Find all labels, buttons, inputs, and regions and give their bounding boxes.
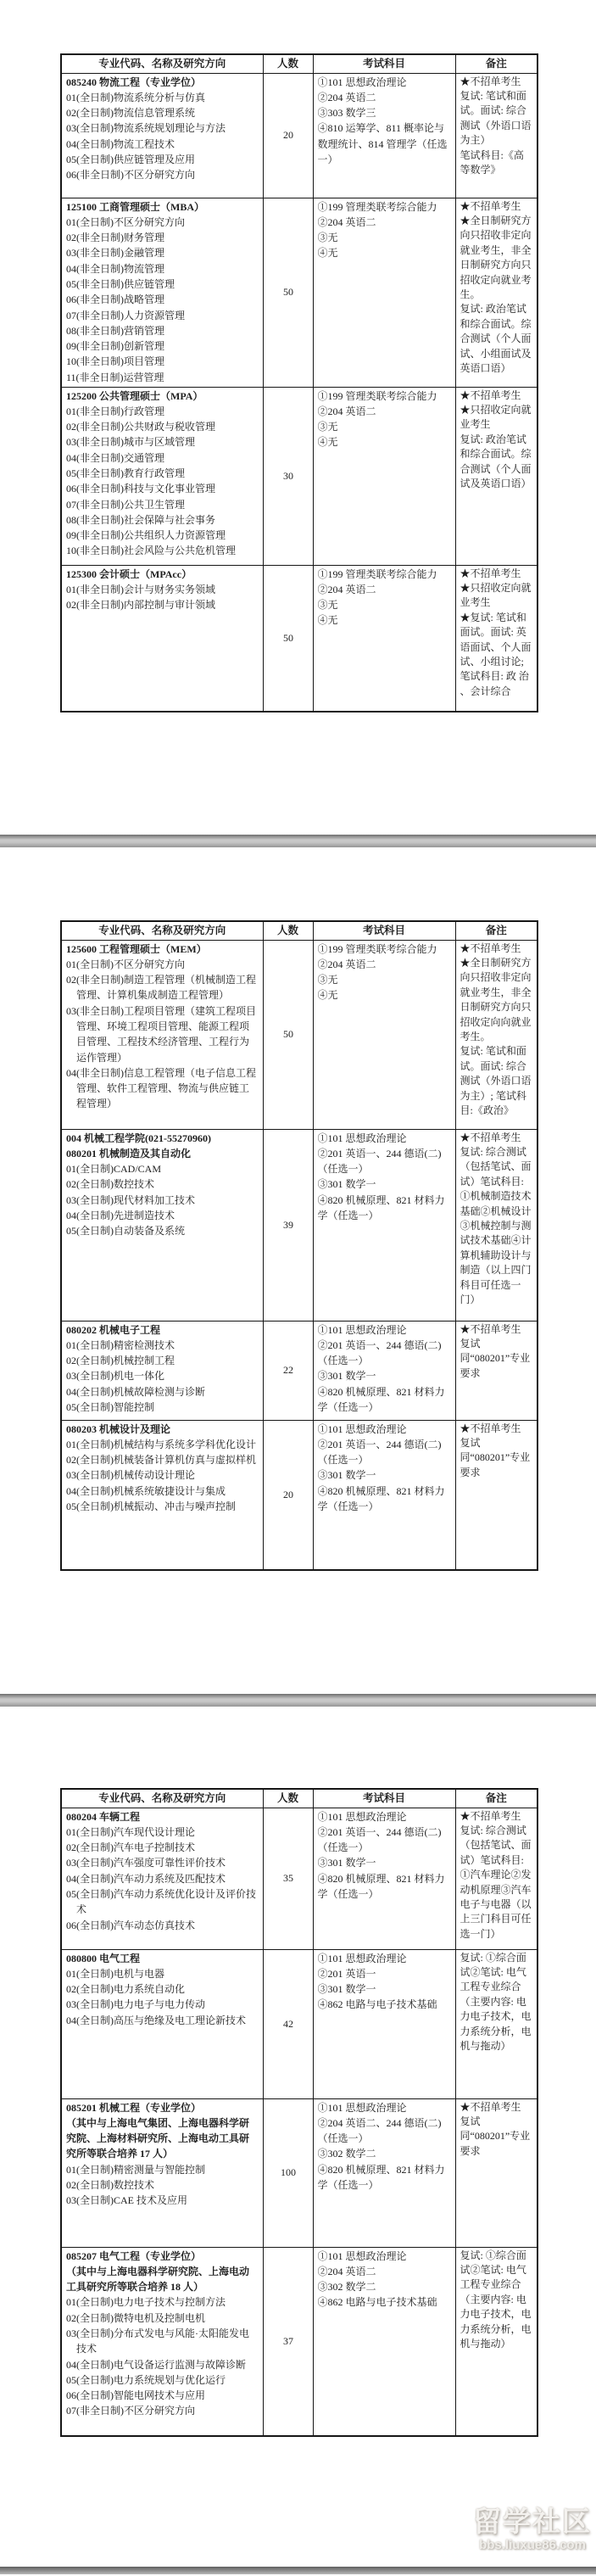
exam-subject-line: ④820 机械原理、821 材料力学（任选一） — [317, 1193, 445, 1221]
column-header: 人数 — [263, 921, 313, 940]
exam-subjects-cell — [313, 387, 455, 565]
watermark-url: bbs.liuxue86.com — [479, 2538, 586, 2552]
program-code-line: 125200 公共管理硕士（MPA） — [66, 389, 203, 402]
exam-subject-line: ①199 管理类联考综合能力 — [317, 200, 437, 213]
exam-subject-line: ③301 数学一 — [317, 1469, 376, 1482]
program-code-line: 080201 机械制造及其自动化 — [66, 1147, 192, 1159]
separator-bar-1 — [0, 835, 596, 847]
exam-subject-line: ③无 — [317, 421, 338, 433]
remarks-cell — [455, 387, 538, 565]
program-code-line: 085240 物流工程（专业学位） — [66, 75, 202, 88]
exam-subject-line: ③301 数学一 — [317, 1178, 376, 1191]
program-code-line: 080202 机械电子工程 — [66, 1323, 161, 1336]
table-row — [61, 1129, 538, 1321]
remarks-cell — [455, 2247, 538, 2436]
exam-subject-line: ①199 管理类联考综合能力 — [317, 389, 437, 402]
exam-subject-line: ④862 电路与电子技术基础 — [317, 1998, 437, 2011]
enrollment-count-cell: 37 — [263, 2247, 313, 2436]
remark-line: ★不招单考生 — [460, 2100, 521, 2113]
table-row — [61, 2098, 538, 2247]
research-direction-line: 03(全日制)机械传动设计理论 — [66, 1469, 195, 1482]
program-cell — [61, 198, 263, 387]
research-direction-line: 05(非全日制)教育行政管理 — [66, 467, 185, 479]
research-direction-line: 01(全日制)CAD/CAM — [66, 1163, 162, 1176]
column-header: 备注 — [455, 1789, 538, 1808]
remark-line: ★不招单考生 — [460, 1322, 521, 1335]
research-direction-line: 10(非全日制)项目管理 — [66, 355, 164, 368]
program-cell — [61, 387, 263, 565]
watermark-title: 留学社区 — [473, 2506, 592, 2537]
research-direction-line: 02(非全日制)财务管理 — [66, 232, 164, 244]
research-direction-line: 08(非全日制)社会保障与社会事务 — [66, 513, 215, 526]
exam-subjects-cell — [313, 73, 455, 198]
research-direction-line: 03(全日制)电力电子与电力传动 — [66, 1998, 205, 2011]
enrollment-count-cell: 30 — [263, 387, 313, 565]
remarks-cell — [455, 73, 538, 198]
program-cell — [61, 1420, 263, 1570]
remarks-cell — [455, 940, 538, 1129]
exam-subject-line: ①199 管理类联考综合能力 — [317, 567, 437, 580]
research-direction-line: 01(非全日制)会计与财务实务领域 — [66, 583, 215, 595]
exam-subject-line: ③无 — [317, 599, 338, 612]
enrollment-count-cell: 50 — [263, 198, 313, 387]
research-direction-line: 02(非全日制)内部控制与审计领域 — [66, 599, 215, 612]
remark-line: ★只招收定向就业考生 — [460, 581, 532, 609]
remark-line: ★复试: 笔试和面试。面试: 英语面试、个人面试、小组讨论; 笔试科目: 政 治 、会计综合 — [460, 611, 532, 697]
remarks-cell — [455, 1321, 538, 1420]
remark-line: 复试同“080201”专业要求 — [460, 1436, 531, 1478]
exam-subject-line: ④无 — [317, 989, 338, 1002]
research-direction-line: 03(全日制)分布式发电与风能·太阳能发电技术 — [66, 2327, 249, 2355]
research-direction-line: 04(全日制)汽车动力系统及匹配技术 — [66, 1872, 226, 1885]
research-direction-line: 05(全日制)智能控制 — [66, 1400, 154, 1413]
exam-subject-line: ④无 — [317, 436, 338, 449]
exam-subject-line: ②201 英语一、244 德语(二)（任选一） — [317, 1147, 442, 1176]
exam-subject-line: ①199 管理类联考综合能力 — [317, 942, 437, 955]
enrollment-count-cell: 100 — [263, 2098, 313, 2247]
program-code-line: 085201 机械工程（专业学位） — [66, 2101, 202, 2114]
research-direction-line: 09(非全日制)公共组织人力资源管理 — [66, 529, 226, 542]
program-code-line: 080203 机械设计及理论 — [66, 1422, 171, 1435]
research-direction-line: 07(非全日制)公共卫生管理 — [66, 498, 185, 511]
research-direction-line: 01(全日制)电力电子技术与控制方法 — [66, 2296, 226, 2309]
remarks-cell — [455, 1949, 538, 2098]
exam-subject-line: ①101 思想政治理论 — [317, 2249, 407, 2262]
research-direction-line: 01(全日制)机械结构与系统多学科优化设计 — [66, 1438, 256, 1450]
remark-line: 复试: 综合测试（包括笔试、面试）笔试科目: ①机械制造技术基础②机械设计③机械控制与测试技术基础④计算机辅助设计与制造（以上四门科目可任选一门） — [460, 1145, 532, 1305]
research-direction-line: 04(全日制)机械故障检测与诊断 — [66, 1385, 205, 1398]
column-header: 专业代码、名称及研究方向 — [61, 54, 263, 73]
remark-line: 复试: 综合测试（包括笔试、面试）笔试科目: ①汽车理论②发动机原理③汽车电子与电器（以上三门科目可任选一门） — [460, 1824, 532, 1940]
exam-subject-line: ①101 思想政治理论 — [317, 1810, 407, 1823]
research-direction-line: 02(非全日制)公共财政与税收管理 — [66, 421, 215, 433]
exam-subject-line: ④810 运筹学、811 概率论与数理统计、814 管理学（任选一） — [317, 122, 448, 165]
column-header: 专业代码、名称及研究方向 — [61, 1789, 263, 1808]
remark-line: 复试同“080201”专业要求 — [460, 1337, 531, 1379]
research-direction-line: 03(全日制)汽车强度可靠性评价技术 — [66, 1857, 226, 1869]
remark-line: 复试: ①综合面试②笔试: 电气工程专业综合（主要内容: 电力电子技术，电力系统分析，电机与拖动） — [460, 2249, 532, 2350]
remark-line: ★只招收定向就业考生 — [460, 403, 532, 431]
remarks-cell — [455, 1420, 538, 1570]
research-direction-line: 03(非全日制)工程项目管理（建筑工程项目管理、环境工程项目管理、能源工程项目管理、工程技术经济管理、工程行为运作管理） — [66, 1004, 256, 1064]
exam-subject-line: ②204 英语二 — [317, 2265, 376, 2277]
table-row — [61, 198, 538, 387]
program-code-line: （其中与上海电气集团、上海电器科学研究院、上海材料研究所、上海电动工具研究所等联合培养 17 人） — [66, 2116, 250, 2160]
research-direction-line: 01(全日制)精密检测技术 — [66, 1338, 175, 1351]
exam-subject-line: ④无 — [317, 247, 338, 260]
admissions-table-2 — [60, 920, 538, 1571]
research-direction-line: 06(非全日制)战略管理 — [66, 293, 164, 306]
remark-line: ★不招单考生 — [460, 1131, 521, 1143]
research-direction-line: 02(全日制)机械装备计算机仿真与虚拟样机 — [66, 1454, 256, 1467]
research-direction-line: 04(非全日制)交通管理 — [66, 451, 164, 464]
column-header: 备注 — [455, 921, 538, 940]
remark-line: 复试: 笔试和面试。面试: 综合测试（外语口语为主） — [460, 89, 532, 147]
remark-line: ★不招单考生 — [460, 942, 521, 954]
research-direction-line: 04(全日制)先进制造技术 — [66, 1209, 175, 1221]
program-cell — [61, 2247, 263, 2436]
research-direction-line: 02(全日制)机械控制工程 — [66, 1355, 175, 1367]
exam-subject-line: ③无 — [317, 232, 338, 244]
exam-subject-line: ③301 数学一 — [317, 1857, 376, 1869]
remark-line: 复试: 政治笔试和综合面试。综合测试（个人面试、小组面试及英语口语） — [460, 303, 532, 374]
research-direction-line: 02(全日制)电力系统自动化 — [66, 1983, 185, 1996]
exam-subject-line: ②201 英语一、244 德语(二)（任选一） — [317, 1338, 442, 1367]
enrollment-count-cell: 50 — [263, 565, 313, 712]
research-direction-line: 04(全日制)物流工程技术 — [66, 137, 175, 150]
program-cell — [61, 1808, 263, 1949]
column-header: 考试科目 — [313, 1789, 455, 1808]
exam-subject-line: ③301 数学一 — [317, 1983, 376, 1996]
research-direction-line: 01(全日制)物流系统分析与仿真 — [66, 91, 205, 103]
research-direction-line: 08(非全日制)营销管理 — [66, 324, 164, 337]
column-header: 考试科目 — [313, 921, 455, 940]
remarks-cell — [455, 1129, 538, 1321]
enrollment-count-cell: 42 — [263, 1949, 313, 2098]
research-direction-line: 01(全日制)不区分研究方向 — [66, 215, 185, 228]
exam-subject-line: ③302 数学二 — [317, 2148, 376, 2160]
remark-line: ★全日制研究方向只招收非定向就业考生，非全日制研究方向只招收定向就业考生。 — [460, 214, 532, 300]
exam-subject-line: ①101 思想政治理论 — [317, 1323, 407, 1336]
exam-subject-line: ②204 英语二 — [317, 215, 376, 228]
program-cell — [61, 2098, 263, 2247]
remark-line: 复试: ①综合面试②笔试: 电气工程专业综合（主要内容: 电力电子技术，电力系统分析，电机与拖动） — [460, 1951, 532, 2052]
table-row — [61, 1420, 538, 1570]
exam-subjects-cell — [313, 940, 455, 1129]
remark-line: ★不招单考生 — [460, 1809, 521, 1822]
table-row — [61, 565, 538, 712]
research-direction-line: 02(全日制)数控技术 — [66, 1178, 154, 1191]
remark-line: ★不招单考生 — [460, 199, 521, 212]
program-cell — [61, 1321, 263, 1420]
research-direction-line: 02(全日制)物流信息管理系统 — [66, 107, 195, 120]
exam-subject-line: ②204 英语二、244 德语(二)（任选一） — [317, 2116, 442, 2145]
separator-bar-bottom — [0, 2567, 596, 2574]
table-row — [61, 387, 538, 565]
column-header: 备注 — [455, 54, 538, 73]
research-direction-line: 02(全日制)数控技术 — [66, 2178, 154, 2191]
enrollment-count-cell: 20 — [263, 73, 313, 198]
research-direction-line: 07(非全日制)人力资源管理 — [66, 309, 185, 321]
enrollment-count-cell: 39 — [263, 1129, 313, 1321]
program-code-line: 125100 工商管理硕士（MBA） — [66, 200, 204, 213]
enrollment-count-cell: 50 — [263, 940, 313, 1129]
research-direction-line: 05(全日制)汽车动力系统优化设计及评价技术 — [66, 1887, 256, 1916]
exam-subject-line: ②204 英语二 — [317, 958, 376, 970]
exam-subject-line: ②201 英语一、244 德语(二)（任选一） — [317, 1825, 442, 1854]
exam-subject-line: ②204 英语二 — [317, 91, 376, 103]
exam-subject-line: ④862 电路与电子技术基础 — [317, 2296, 437, 2309]
exam-subject-line: ③301 数学一 — [317, 1370, 376, 1383]
remark-line: ★不招单考生 — [460, 567, 521, 579]
research-direction-line: 02(全日制)微特电机及控制电机 — [66, 2311, 205, 2324]
remark-line: ★全日制研究方向只招收非定向就业考生，非全日制研究方向只招收定向向就业考生。 — [460, 956, 532, 1042]
table-row — [61, 1808, 538, 1949]
program-cell — [61, 940, 263, 1129]
column-header: 专业代码、名称及研究方向 — [61, 921, 263, 940]
admissions-table-1 — [60, 53, 538, 712]
remark-line: 笔试科目:《高等数学》 — [460, 148, 524, 176]
program-cell — [61, 1129, 263, 1321]
research-direction-line: 01(全日制)电机与电器 — [66, 1967, 164, 1980]
research-direction-line: 03(全日制)现代材料加工技术 — [66, 1193, 195, 1206]
program-code-line: 080204 车辆工程 — [66, 1810, 141, 1823]
program-code-line: 125300 会计硕士（MPAcc） — [66, 567, 192, 580]
exam-subjects-cell — [313, 198, 455, 387]
research-direction-line: 03(全日制)物流系统规划理论与方法 — [66, 122, 226, 135]
research-direction-line: 07(非全日制)不区分研究方向 — [66, 2405, 195, 2417]
research-direction-line: 10(非全日制)社会风险与公共危机管理 — [66, 545, 236, 557]
exam-subject-line: ③302 数学二 — [317, 2281, 376, 2294]
research-direction-line: 03(非全日制)城市与区域管理 — [66, 436, 195, 449]
exam-subject-line: ①101 思想政治理论 — [317, 1422, 407, 1435]
research-direction-line: 01(全日制)不区分研究方向 — [66, 958, 185, 970]
enrollment-count-cell: 20 — [263, 1420, 313, 1570]
research-direction-line: 05(全日制)供应链管理及应用 — [66, 153, 195, 165]
enrollment-count-cell: 22 — [263, 1321, 313, 1420]
exam-subjects-cell — [313, 1808, 455, 1949]
exam-subject-line: ④820 机械原理、821 材料力学（任选一） — [317, 1484, 445, 1512]
research-direction-line: 06(全日制)智能电网技术与应用 — [66, 2389, 205, 2402]
research-direction-line: 05(非全日制)供应链管理 — [66, 277, 175, 290]
program-cell — [61, 565, 263, 712]
exam-subject-line: ④820 机械原理、821 材料力学（任选一） — [317, 1872, 445, 1900]
program-cell — [61, 73, 263, 198]
research-direction-line: 09(非全日制)创新管理 — [66, 340, 164, 353]
exam-subjects-cell — [313, 565, 455, 712]
research-direction-line: 01(全日制)汽车现代设计理论 — [66, 1825, 195, 1838]
remarks-cell — [455, 1808, 538, 1949]
remarks-cell — [455, 565, 538, 712]
research-direction-line: 01(非全日制)行政管理 — [66, 405, 164, 417]
header-row — [61, 54, 538, 73]
remark-line: 复试: 政治笔试和综合面试。综合测试（个人面试及英语口语） — [460, 433, 532, 489]
program-code-line: 125600 工程管理硕士（MEM） — [66, 942, 207, 955]
remark-line: ★不招单考生 — [460, 75, 521, 87]
research-direction-line: 05(全日制)电力系统规划与优化运行 — [66, 2373, 226, 2386]
exam-subject-line: ④820 机械原理、821 材料力学（任选一） — [317, 2163, 445, 2191]
column-header: 人数 — [263, 54, 313, 73]
column-header: 人数 — [263, 1789, 313, 1808]
header-row — [61, 1789, 538, 1808]
program-cell — [61, 1949, 263, 2098]
exam-subject-line: ③无 — [317, 974, 338, 986]
remarks-cell — [455, 2098, 538, 2247]
research-direction-line: 06(全日制)汽车动态仿真技术 — [66, 1919, 195, 1931]
exam-subject-line: ②201 英语一、244 德语(二)（任选一） — [317, 1438, 442, 1467]
research-direction-line: 06(非全日制)科技与文化事业管理 — [66, 483, 215, 495]
admissions-table-3 — [60, 1788, 538, 2437]
program-code-line: 004 机械工程学院(021-55270960) — [66, 1132, 211, 1144]
research-direction-line: 04(全日制)电气设备运行监测与故障诊断 — [66, 2358, 246, 2371]
table-row — [61, 1949, 538, 2098]
exam-subjects-cell — [313, 1321, 455, 1420]
research-direction-line: 04(非全日制)物流管理 — [66, 262, 164, 275]
exam-subject-line: ①101 思想政治理论 — [317, 2101, 407, 2114]
research-direction-line: 04(全日制)高压与绝缘及电工理论新技术 — [66, 2014, 246, 2026]
research-direction-line: 03(全日制)CAE 技术及应用 — [66, 2194, 187, 2207]
exam-subject-line: ②204 英语二 — [317, 583, 376, 595]
table-row — [61, 940, 538, 1129]
enrollment-count-cell: 35 — [263, 1808, 313, 1949]
separator-bar-2 — [0, 1694, 596, 1707]
remark-line: ★不招单考生 — [460, 388, 521, 401]
exam-subjects-cell — [313, 1129, 455, 1321]
header-row — [61, 921, 538, 940]
exam-subject-line: ④820 机械原理、821 材料力学（任选一） — [317, 1385, 445, 1413]
research-direction-line: 03(全日制)机电一体化 — [66, 1370, 164, 1383]
program-code-line: 085207 电气工程（专业学位） — [66, 2249, 202, 2262]
research-direction-line: 06(非全日制)不区分研究方向 — [66, 169, 195, 182]
research-direction-line: 05(全日制)机械振动、冲击与噪声控制 — [66, 1500, 236, 1512]
research-direction-line: 02(全日制)汽车电子控制技术 — [66, 1841, 195, 1854]
program-code-line: （其中与上海电器科学研究院、上海电动工具研究所等联合培养 18 人） — [66, 2265, 250, 2294]
research-direction-line: 11(非全日制)运营管理 — [66, 371, 164, 383]
exam-subjects-cell — [313, 2247, 455, 2436]
remarks-cell — [455, 198, 538, 387]
exam-subjects-cell — [313, 1949, 455, 2098]
research-direction-line: 03(非全日制)金融管理 — [66, 247, 164, 260]
remark-line: 复试同“080201”专业要求 — [460, 2115, 531, 2157]
research-direction-line: 01(全日制)精密测量与智能控制 — [66, 2163, 205, 2176]
research-direction-line: 02(非全日制)制造工程管理（机械制造工程管理、计算机集成制造工程管理） — [66, 974, 256, 1002]
watermark-logo — [473, 2506, 592, 2552]
table-row — [61, 2247, 538, 2436]
exam-subject-line: ①101 思想政治理论 — [317, 1132, 407, 1144]
exam-subject-line: ①101 思想政治理论 — [317, 75, 407, 88]
program-code-line: 080800 电气工程 — [66, 1952, 141, 1964]
exam-subject-line: ②204 英语二 — [317, 405, 376, 417]
table-row — [61, 73, 538, 198]
remark-line: ★不招单考生 — [460, 1422, 521, 1434]
exam-subject-line: ①101 思想政治理论 — [317, 1952, 407, 1964]
remark-line: 复试: 笔试和面试。面试: 综合测试（外语口语为主）; 笔试科目:《政治》 — [460, 1045, 532, 1116]
column-header: 考试科目 — [313, 54, 455, 73]
research-direction-line: 04(非全日制)信息工程管理（电子信息工程管理、软件工程管理、物流与供应链工程管理） — [66, 1066, 256, 1110]
exam-subject-line: ③303 数学三 — [317, 107, 376, 120]
research-direction-line: 04(全日制)机械系统敏捷设计与集成 — [66, 1484, 226, 1497]
exam-subject-line: ②201 英语一 — [317, 1967, 376, 1980]
exam-subject-line: ④无 — [317, 614, 338, 627]
exam-subjects-cell — [313, 2098, 455, 2247]
exam-subjects-cell — [313, 1420, 455, 1570]
table-row — [61, 1321, 538, 1420]
research-direction-line: 05(全日制)自动装备及系统 — [66, 1225, 185, 1238]
